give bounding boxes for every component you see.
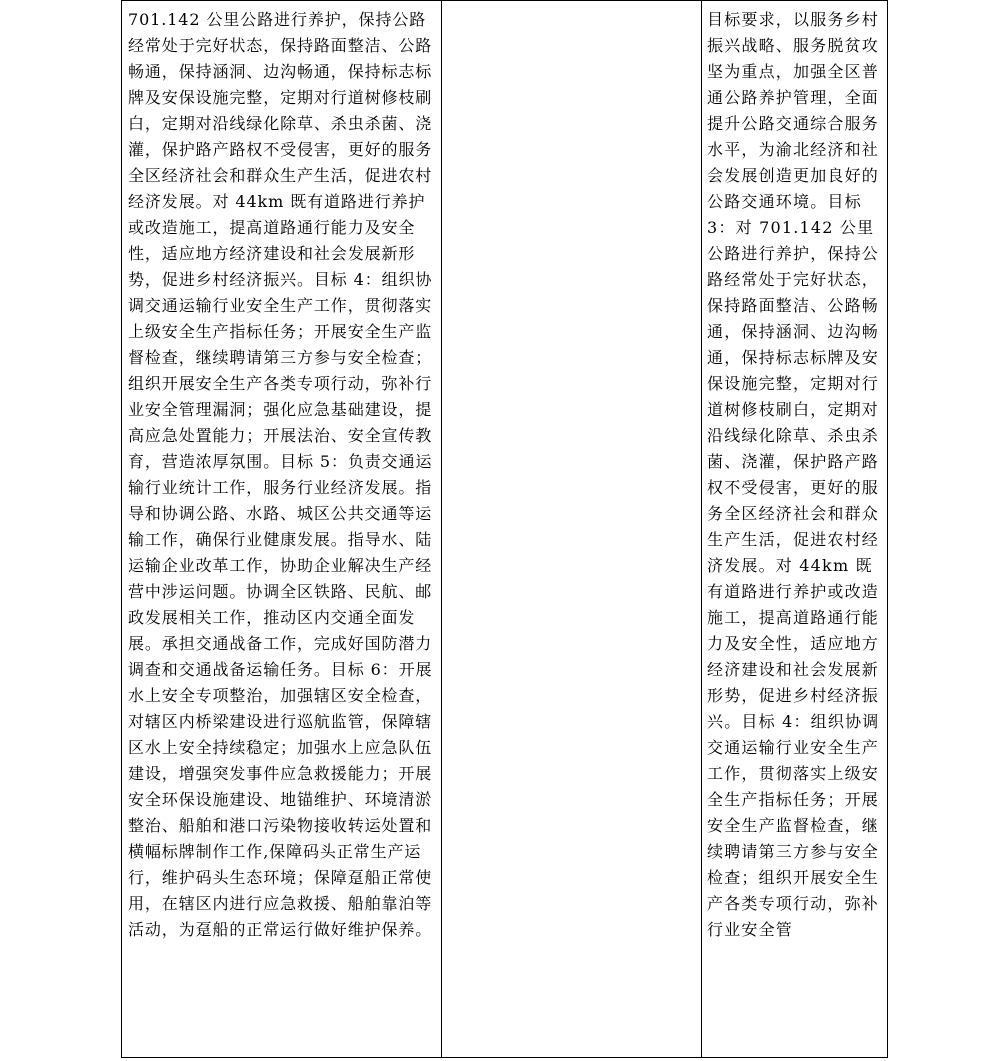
- goals-table: [121, 0, 888, 1058]
- left-cell-text: 701.142 公里公路进行养护，保持公路经常处于完好状态，保持路面整洁、公路畅通，保持涵洞、边沟畅通，保持标志标牌及安保设施完整，定期对行道树修枝刷白，定期对沿线绿化除草、杀虫杀菌、浇灌，保护路产路权不受侵害，更好的服务全区经济社会和群众生产生活，促进农村经济发展。对 44km 既有道路进行养护或改造施工，提高道路通行能力及安全性，适应地方经济建设和社会发展新形势，促进乡村经济振兴。目标 4：组织协调交通运输行业安全生产工作，贯彻落实上级安全生产指标任务；开展安全生产监督检查，继续聘请第三方参与安全检查；组织开展安全生产各类专项行动，弥补行业安全管理漏洞；强化应急基础建设，提高应急处置能力；开展法治、安全宣传教育，营造浓厚氛围。目标 5：负责交通运输行业统计工作，服务行业经济发展。指导和协调公路、水路、城区公共交通等运输工作，确保行业健康发展。指导水、陆运输企业改革工作，协助企业解决生产经营中涉运问题。协调全区铁路、民航、邮政发展相关工作，推动区内交通全面发展。承担交通战备工作，完成好国防潜力调查和交通战备运输任务。目标 6：开展水上安全专项整治，加强辖区安全检查，对辖区内桥梁建设进行巡航监管，保障辖区水上安全持续稳定；加强水上应急队伍建设，增强突发事件应急救援能力；开展安全环保设施建设、地锚维护、环境清淤整治、船舶和港口污染物接收转运处置和横幅标牌制作工作,保障码头正常生产运行，维护码头生态环境；保障趸船正常使用，在辖区内进行应急救援、船舶靠泊等活动，为趸船的正常运行做好维护保养。: [128, 10, 433, 939]
- table-cell-left: [122, 1, 442, 1058]
- right-cell-text: 目标要求，以服务乡村振兴战略、服务脱贫攻坚为重点，加强全区普通公路养护管理，全面提升公路交通综合服务水平，为渝北经济和社会发展创造更加良好的公路交通环境。目标 3：对 701.142 公里公路进行养护，保持公路经常处于完好状态，保持路面整洁、公路畅通，保持涵洞、边沟畅通，保持标志标牌及安保设施完整，定期对行道树修枝刷白，定期对沿线绿化除草、杀虫杀菌、浇灌，保护路产路权不受侵害，更好的服务全区经济社会和群众生产生活，促进农村经济发展。对 44km 既有道路进行养护或改造施工，提高道路通行能力及安全性，适应地方经济建设和社会发展新形势，促进乡村经济振兴。目标 4：组织协调交通运输行业安全生产工作，贯彻落实上级安全生产指标任务；开展安全生产监督检查，继续聘请第三方参与安全检查；组织开展安全生产各类专项行动，弥补行业安全管: [707, 10, 880, 939]
- table-cell-right: [702, 1, 888, 1058]
- table-row: [122, 1, 888, 1058]
- table-cell-middle: [442, 1, 702, 1058]
